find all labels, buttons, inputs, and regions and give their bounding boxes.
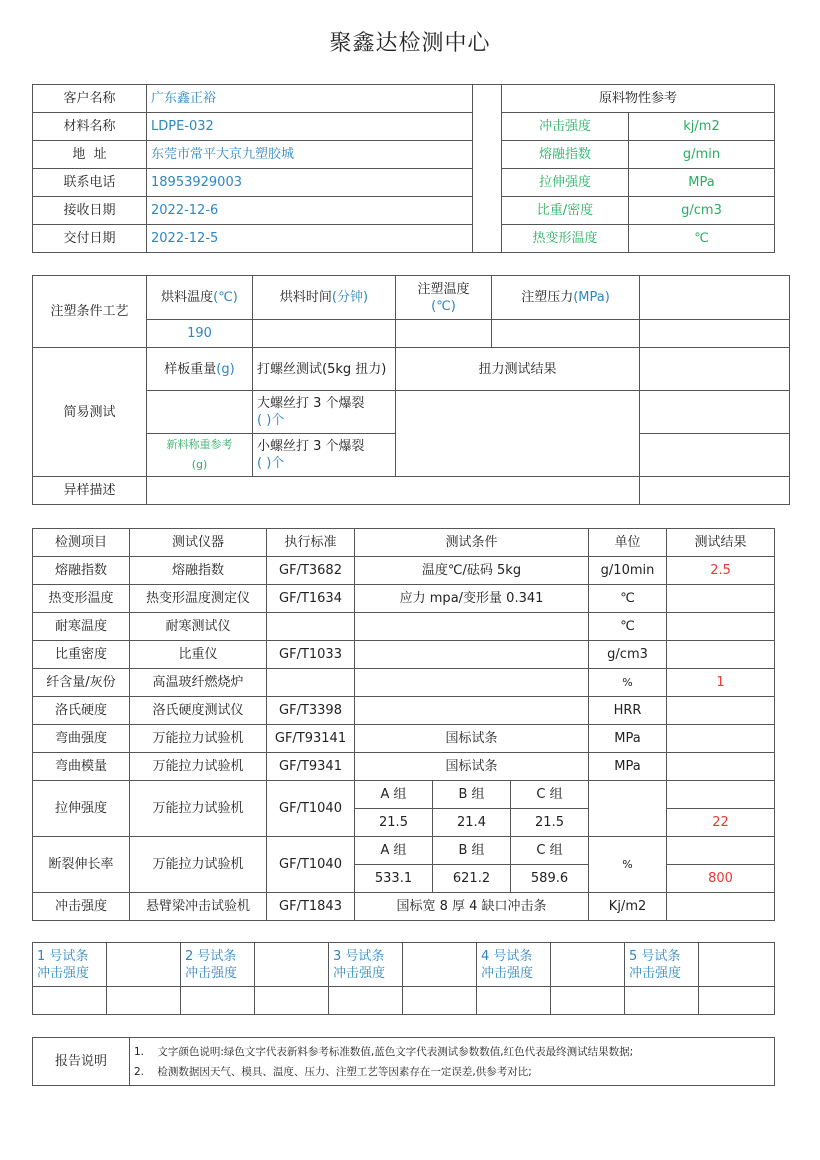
delivery-date-label: 交付日期 [33,225,147,253]
ref-name: 熔融指数 [502,141,629,169]
inj-temp-header: 注塑温度 (℃) [396,276,492,320]
dry-temp-header: 烘料温度(℃) [147,276,253,320]
ref-unit: kj/m2 [629,113,775,141]
test-result [667,753,775,781]
test-condition [355,613,589,641]
group-label: A 组 [355,837,433,865]
test-standard: GF/T1033 [267,641,355,669]
empty-cell [403,987,477,1015]
test-instrument: 耐寒测试仪 [130,613,267,641]
test-condition: 温度℃/砝码 5kg [355,557,589,585]
strip-value [551,943,625,987]
empty-cell [551,987,625,1015]
group-value: 21.5 [511,809,589,837]
empty-cell [253,320,396,348]
empty-cell [147,391,253,434]
group-label: C 组 [511,781,589,809]
ref-name: 拉伸强度 [502,169,629,197]
strip-value [255,943,329,987]
dry-temp-value: 190 [147,320,253,348]
test-condition: 国标宽 8 厚 4 缺口冲击条 [355,893,589,921]
group-label: B 组 [433,837,511,865]
table-row [33,697,775,725]
test-condition [355,697,589,725]
address-value: 东莞市常平大京九塑胶城 [147,141,473,169]
phone-label: 联系电话 [33,169,147,197]
test-item: 比重密度 [33,641,130,669]
test-standard: GF/T3682 [267,557,355,585]
test-unit: MPa [589,725,667,753]
test-condition: 国标试条 [355,725,589,753]
empty-cell [107,987,181,1015]
table-row [33,585,775,613]
test-unit: ℃ [589,613,667,641]
test-unit: Kj/m2 [589,893,667,921]
empty-cell [640,391,790,434]
receive-date-label: 接收日期 [33,197,147,225]
header-item: 检测项目 [33,529,130,557]
strip-label: 1 号试条 冲击强度 [33,943,107,987]
test-item: 热变形温度 [33,585,130,613]
empty-cell [640,276,790,320]
torque-result-value [396,391,640,477]
inj-press-header: 注塑压力(MPa) [492,276,640,320]
test-item: 耐寒温度 [33,613,130,641]
test-unit: MPa [589,753,667,781]
address-label: 地 址 [33,141,147,169]
strip-label: 2 号试条 冲击强度 [181,943,255,987]
torque-result-label: 扭力测试结果 [396,348,640,391]
sample-weight-label: 样板重量(g) [147,348,253,391]
header-instrument: 测试仪器 [130,529,267,557]
ref-name: 热变形温度 [502,225,629,253]
test-instrument: 万能拉力试验机 [130,725,267,753]
group-value: 621.2 [433,865,511,893]
table-row [33,669,775,697]
empty-cell [477,987,551,1015]
table-row [33,725,775,753]
report-label: 报告说明 [33,1038,130,1086]
test-result: 800 [667,865,775,893]
test-item: 弯曲模量 [33,753,130,781]
test-standard [267,669,355,697]
strip-value [699,943,775,987]
test-instrument: 高温玻纤燃烧炉 [130,669,267,697]
delivery-date-value: 2022-12-5 [147,225,473,253]
test-unit: g/cm3 [589,641,667,669]
phone-value: 18953929003 [147,169,473,197]
strip-label: 4 号试条 冲击强度 [477,943,551,987]
customer-info-table [32,84,775,253]
dry-time-header: 烘料时间(分钟) [253,276,396,320]
test-unit [589,781,667,837]
test-unit: g/10min [589,557,667,585]
ref-name: 冲击强度 [502,113,629,141]
process-table [32,275,790,505]
test-standard: GF/T3398 [267,697,355,725]
report-notes [130,1038,775,1086]
test-result: 1 [667,669,775,697]
strip-value [403,943,477,987]
customer-name-label: 客户名称 [33,85,147,113]
table-row [33,893,775,921]
test-instrument: 万能拉力试验机 [130,837,267,893]
simple-test-label: 简易测试 [33,348,147,477]
test-item: 洛氏硬度 [33,697,130,725]
test-result [667,613,775,641]
report-notes-table [32,1037,775,1086]
test-item: 拉伸强度 [33,781,130,837]
test-unit: % [589,669,667,697]
test-item: 冲击强度 [33,893,130,921]
material-name-value: LDPE-032 [147,113,473,141]
table-row [33,837,775,865]
test-result [667,725,775,753]
test-instrument: 万能拉力试验机 [130,781,267,837]
injection-conditions-label: 注塑条件工艺 [33,276,147,348]
test-instrument: 悬臂梁冲击试验机 [130,893,267,921]
page-title: 聚鑫达检测中心 [329,31,491,56]
group-value: 589.6 [511,865,589,893]
test-standard: GF/T9341 [267,753,355,781]
new-weight-ref-label: 新料称重参考 (g) [147,434,253,477]
group-label: B 组 [433,781,511,809]
test-item: 弯曲强度 [33,725,130,753]
test-unit: HRR [589,697,667,725]
table-row [33,641,775,669]
test-item: 纤含量/灰份 [33,669,130,697]
test-standard: GF/T1843 [267,893,355,921]
group-value: 21.4 [433,809,511,837]
test-standard: GF/T1040 [267,781,355,837]
note-line: 2. 检测数据因天气、模具、温度、压力、注塑工艺等因素存在一定误差,供参考对比; [134,1065,532,1078]
test-result: 22 [667,809,775,837]
empty-cell [640,320,790,348]
group-label: C 组 [511,837,589,865]
test-standard: GF/T93141 [267,725,355,753]
empty-cell [667,837,775,865]
strip-value [107,943,181,987]
spacer-cell [473,85,502,253]
header-condition: 测试条件 [355,529,589,557]
note-line: 1. 文字颜色说明:绿色文字代表新料参考标准数值,蓝色文字代表测试参数数值,红色代表最终测试结果数据; [134,1045,634,1058]
test-instrument: 热变形温度测定仪 [130,585,267,613]
empty-cell [396,320,492,348]
test-result [667,697,775,725]
empty-cell [33,987,107,1015]
impact-strips-table [32,942,775,1015]
test-standard: GF/T1040 [267,837,355,893]
test-result: 2.5 [667,557,775,585]
test-instrument: 熔融指数 [130,557,267,585]
header-result: 测试结果 [667,529,775,557]
ref-unit: ℃ [629,225,775,253]
test-results-table [32,528,775,921]
empty-cell [640,348,790,391]
table-row [33,557,775,585]
test-result [667,893,775,921]
test-instrument: 万能拉力试验机 [130,753,267,781]
ref-name: 比重/密度 [502,197,629,225]
test-result [667,641,775,669]
test-standard: GF/T1634 [267,585,355,613]
abnormal-value [147,477,640,505]
ref-unit: g/cm3 [629,197,775,225]
empty-cell [181,987,255,1015]
test-item: 熔融指数 [33,557,130,585]
empty-cell [492,320,640,348]
test-result [667,585,775,613]
screw-test-label: 打螺丝测试(5kg 扭力) [253,348,396,391]
table-row [33,753,775,781]
material-name-label: 材料名称 [33,113,147,141]
ref-header: 原料物性参考 [502,85,775,113]
empty-cell [667,781,775,809]
test-instrument: 比重仪 [130,641,267,669]
test-item: 断裂伸长率 [33,837,130,893]
test-unit: ℃ [589,585,667,613]
test-condition [355,641,589,669]
test-instrument: 洛氏硬度测试仪 [130,697,267,725]
test-condition [355,669,589,697]
strip-label: 5 号试条 冲击强度 [625,943,699,987]
big-screw-label: 大螺丝打 3 个爆裂 ( )个 [253,391,396,434]
group-value: 533.1 [355,865,433,893]
customer-name-value: 广东鑫正裕 [147,85,473,113]
empty-cell [699,987,775,1015]
empty-cell [640,477,790,505]
group-label: A 组 [355,781,433,809]
empty-cell [255,987,329,1015]
header-standard: 执行标准 [267,529,355,557]
ref-unit: g/min [629,141,775,169]
table-row [33,781,775,809]
strip-label: 3 号试条 冲击强度 [329,943,403,987]
small-screw-label: 小螺丝打 3 个爆裂 ( )个 [253,434,396,477]
header-unit: 单位 [589,529,667,557]
empty-cell [329,987,403,1015]
test-condition: 国标试条 [355,753,589,781]
empty-cell [625,987,699,1015]
table-row [33,613,775,641]
ref-unit: MPa [629,169,775,197]
abnormal-label: 异样描述 [33,477,147,505]
test-unit: % [589,837,667,893]
receive-date-value: 2022-12-6 [147,197,473,225]
test-condition: 应力 mpa/变形量 0.341 [355,585,589,613]
test-standard [267,613,355,641]
empty-cell [640,434,790,477]
group-value: 21.5 [355,809,433,837]
